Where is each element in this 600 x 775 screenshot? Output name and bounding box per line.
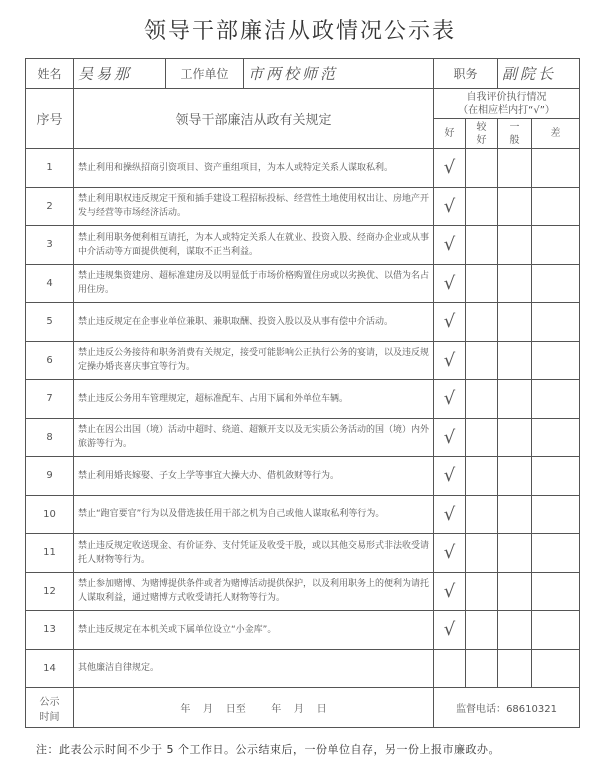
rating-cell-fairly-good[interactable] bbox=[466, 611, 498, 650]
rating-cell-fairly-good[interactable] bbox=[466, 149, 498, 188]
hotline-cell bbox=[434, 688, 580, 728]
rule-text: 禁止“跑官要官”行为以及借选拔任用干部之机为自己或他人谋取私利等行为。 bbox=[74, 495, 434, 534]
check-mark-icon: √ bbox=[443, 619, 456, 641]
rule-text: 禁止利用婚丧嫁娶、子女上学等事宜大操大办、借机敛财等行为。 bbox=[74, 457, 434, 496]
hotline-label: 监督电话： bbox=[456, 704, 507, 715]
footer-row bbox=[26, 688, 580, 728]
row-number: 1 bbox=[26, 149, 74, 188]
rating-cell-average[interactable] bbox=[498, 572, 532, 611]
row-number: 9 bbox=[26, 457, 74, 496]
rating-cell-average[interactable] bbox=[498, 341, 532, 380]
rating-cell-poor[interactable] bbox=[532, 187, 580, 226]
rule-text: 其他廉洁自律规定。 bbox=[74, 649, 434, 688]
rating-cell-fairly-good[interactable] bbox=[466, 264, 498, 303]
row-number: 13 bbox=[26, 611, 74, 650]
rating-cell-good[interactable] bbox=[434, 611, 466, 650]
table-row bbox=[26, 187, 580, 226]
check-mark-icon: √ bbox=[443, 349, 456, 371]
rule-text: 禁止利用职务便利相互请托，为本人或特定关系人在就业、投资入股、经商办企业或从事中介活动等方面提供便利，谋取不正当利益。 bbox=[74, 226, 434, 265]
check-mark-icon: √ bbox=[443, 311, 456, 333]
name-label: 姓名 bbox=[26, 59, 74, 89]
fairly-good-line-2: 好 bbox=[476, 134, 487, 146]
rating-cell-average[interactable] bbox=[498, 303, 532, 342]
table-row bbox=[26, 649, 580, 688]
row-number: 2 bbox=[26, 187, 74, 226]
rating-cell-good[interactable] bbox=[434, 572, 466, 611]
row-number: 10 bbox=[26, 495, 74, 534]
rating-cell-fairly-good[interactable] bbox=[466, 572, 498, 611]
seq-header: 序号 bbox=[26, 89, 74, 149]
rating-cell-poor[interactable] bbox=[532, 649, 580, 688]
disclosure-form-table bbox=[25, 58, 580, 728]
row-number: 4 bbox=[26, 264, 74, 303]
post-label: 职务 bbox=[434, 59, 498, 89]
rating-cell-good[interactable] bbox=[434, 380, 466, 419]
table-row bbox=[26, 457, 580, 496]
table-row bbox=[26, 303, 580, 342]
period-label bbox=[26, 688, 74, 728]
rating-cell-poor[interactable] bbox=[532, 149, 580, 188]
check-mark-icon: √ bbox=[443, 388, 456, 410]
rating-cell-average[interactable] bbox=[498, 649, 532, 688]
poor-header: 差 bbox=[532, 119, 580, 149]
check-mark-icon: √ bbox=[443, 272, 456, 294]
period-value: 年 月 日至 年 月 日 bbox=[74, 688, 434, 728]
table-row bbox=[26, 572, 580, 611]
rating-cell-poor[interactable] bbox=[532, 303, 580, 342]
rating-cell-good[interactable] bbox=[434, 534, 466, 573]
rule-text: 禁止在因公出国（境）活动中超时、绕道、超额开支以及无实质公务活动的国（境）内外旅游等行为。 bbox=[74, 418, 434, 457]
rating-cell-good[interactable] bbox=[434, 226, 466, 265]
rule-text: 禁止违反公务接待和职务消费有关规定，接受可能影响公正执行公务的宴请，以及违反规定操办婚丧喜庆事宜等行为。 bbox=[74, 341, 434, 380]
period-label-line-2: 时间 bbox=[39, 711, 60, 723]
rating-cell-fairly-good[interactable] bbox=[466, 418, 498, 457]
check-mark-icon: √ bbox=[443, 465, 456, 487]
fairly-good-header bbox=[466, 119, 498, 149]
header-info-row bbox=[26, 59, 580, 89]
rating-cell-good[interactable] bbox=[434, 187, 466, 226]
rating-cell-poor[interactable] bbox=[532, 226, 580, 265]
period-label-line-1: 公示 bbox=[39, 696, 60, 708]
rating-cell-average[interactable] bbox=[498, 264, 532, 303]
rating-cell-fairly-good[interactable] bbox=[466, 303, 498, 342]
post-value: 副院长 bbox=[498, 59, 580, 89]
name-value: 吴易那 bbox=[74, 59, 166, 89]
rating-cell-poor[interactable] bbox=[532, 572, 580, 611]
row-number: 3 bbox=[26, 226, 74, 265]
rule-text: 禁止违反规定在企事业单位兼职、兼职取酬、投资入股以及从事有偿中介活动。 bbox=[74, 303, 434, 342]
rating-cell-average[interactable] bbox=[498, 380, 532, 419]
fairly-good-line-1: 较 bbox=[476, 121, 487, 133]
check-mark-icon: √ bbox=[443, 157, 456, 179]
rating-cell-poor[interactable] bbox=[532, 380, 580, 419]
rule-text: 禁止违规集资建房、超标准建房及以明显低于市场价格购置住房或以劣换优、以借为名占用住房。 bbox=[74, 264, 434, 303]
table-row bbox=[26, 611, 580, 650]
check-mark-icon: √ bbox=[443, 195, 456, 217]
table-row bbox=[26, 380, 580, 419]
rating-cell-average[interactable] bbox=[498, 149, 532, 188]
rating-cell-average[interactable] bbox=[498, 611, 532, 650]
rule-text: 禁止违反规定收送现金、有价证券、支付凭证及收受干股，或以其他交易形式非法收受请托人财物等行为。 bbox=[74, 534, 434, 573]
footnote: 注：此表公示时间不少于 5 个工作日。公示结束后，一份单位自存，另一份上报市廉政办。 bbox=[36, 743, 500, 756]
rating-cell-average[interactable] bbox=[498, 187, 532, 226]
rating-cell-average[interactable] bbox=[498, 457, 532, 496]
rating-cell-good[interactable] bbox=[434, 495, 466, 534]
table-row bbox=[26, 264, 580, 303]
row-number: 6 bbox=[26, 341, 74, 380]
rating-cell-fairly-good[interactable] bbox=[466, 380, 498, 419]
rating-cell-average[interactable] bbox=[498, 418, 532, 457]
row-number: 12 bbox=[26, 572, 74, 611]
rating-cell-fairly-good[interactable] bbox=[466, 341, 498, 380]
good-header: 好 bbox=[434, 119, 466, 149]
check-mark-icon: √ bbox=[443, 234, 456, 256]
rating-cell-fairly-good[interactable] bbox=[466, 226, 498, 265]
table-row bbox=[26, 418, 580, 457]
rating-cell-good[interactable] bbox=[434, 649, 466, 688]
rating-cell-good[interactable] bbox=[434, 418, 466, 457]
rules-header: 领导干部廉洁从政有关规定 bbox=[74, 89, 434, 149]
table-row bbox=[26, 149, 580, 188]
table-row bbox=[26, 226, 580, 265]
rule-text: 禁止利用职权违反规定干预和插手建设工程招标投标、经营性土地使用权出让、房地产开发与经营等市场经济活动。 bbox=[74, 187, 434, 226]
check-mark-icon: √ bbox=[443, 426, 456, 448]
row-number: 7 bbox=[26, 380, 74, 419]
hotline-number: 68610321 bbox=[506, 704, 557, 715]
rating-cell-fairly-good[interactable] bbox=[466, 534, 498, 573]
rating-cell-average[interactable] bbox=[498, 495, 532, 534]
rating-cell-poor[interactable] bbox=[532, 611, 580, 650]
rating-cell-good[interactable] bbox=[434, 264, 466, 303]
rule-text: 禁止参加赌博、为赌博提供条件或者为赌博活动提供保护，以及利用职务上的便利为请托人谋取利益，通过赌博方式收受请托人财物等行为。 bbox=[74, 572, 434, 611]
form-title: 领导干部廉洁从政情况公示表 bbox=[143, 19, 456, 44]
rating-cell-poor[interactable] bbox=[532, 495, 580, 534]
row-number: 11 bbox=[26, 534, 74, 573]
self-eval-hint: （在相应栏内打“√”） bbox=[458, 104, 555, 116]
rating-cell-good[interactable] bbox=[434, 341, 466, 380]
rating-cell-fairly-good[interactable] bbox=[466, 457, 498, 496]
check-mark-icon: √ bbox=[443, 580, 456, 602]
unit-label: 工作单位 bbox=[166, 59, 244, 89]
average-line-1: 一 bbox=[509, 121, 520, 133]
rating-cell-average[interactable] bbox=[498, 226, 532, 265]
table-row bbox=[26, 495, 580, 534]
rating-cell-poor[interactable] bbox=[532, 534, 580, 573]
check-mark-icon: √ bbox=[443, 542, 456, 564]
table-row bbox=[26, 534, 580, 573]
rating-cell-poor[interactable] bbox=[532, 457, 580, 496]
rating-cell-poor[interactable] bbox=[532, 341, 580, 380]
rating-cell-good[interactable] bbox=[434, 457, 466, 496]
rating-cell-fairly-good[interactable] bbox=[466, 649, 498, 688]
rule-text: 禁止违反公务用车管理规定，超标准配车、占用下属和外单位车辆。 bbox=[74, 380, 434, 419]
self-eval-title: 自我评价执行情况 bbox=[466, 91, 547, 103]
check-mark-icon: √ bbox=[443, 503, 456, 525]
rule-text: 禁止利用和操纵招商引资项目、资产重组项目，为本人或特定关系人谋取私利。 bbox=[74, 149, 434, 188]
average-header bbox=[498, 119, 532, 149]
rating-cell-fairly-good[interactable] bbox=[466, 187, 498, 226]
row-number: 14 bbox=[26, 649, 74, 688]
row-number: 5 bbox=[26, 303, 74, 342]
rating-cell-good[interactable] bbox=[434, 149, 466, 188]
rule-text: 禁止违反规定在本机关或下属单位设立“小金库”。 bbox=[74, 611, 434, 650]
rating-cell-poor[interactable] bbox=[532, 264, 580, 303]
column-header-row-1 bbox=[26, 89, 580, 119]
rating-cell-good[interactable] bbox=[434, 303, 466, 342]
rating-cell-average[interactable] bbox=[498, 534, 532, 573]
rating-cell-fairly-good[interactable] bbox=[466, 495, 498, 534]
table-row bbox=[26, 341, 580, 380]
row-number: 8 bbox=[26, 418, 74, 457]
rating-cell-poor[interactable] bbox=[532, 418, 580, 457]
average-line-2: 般 bbox=[509, 134, 520, 146]
unit-value: 市两校师范 bbox=[244, 59, 434, 89]
self-eval-header bbox=[434, 89, 580, 119]
